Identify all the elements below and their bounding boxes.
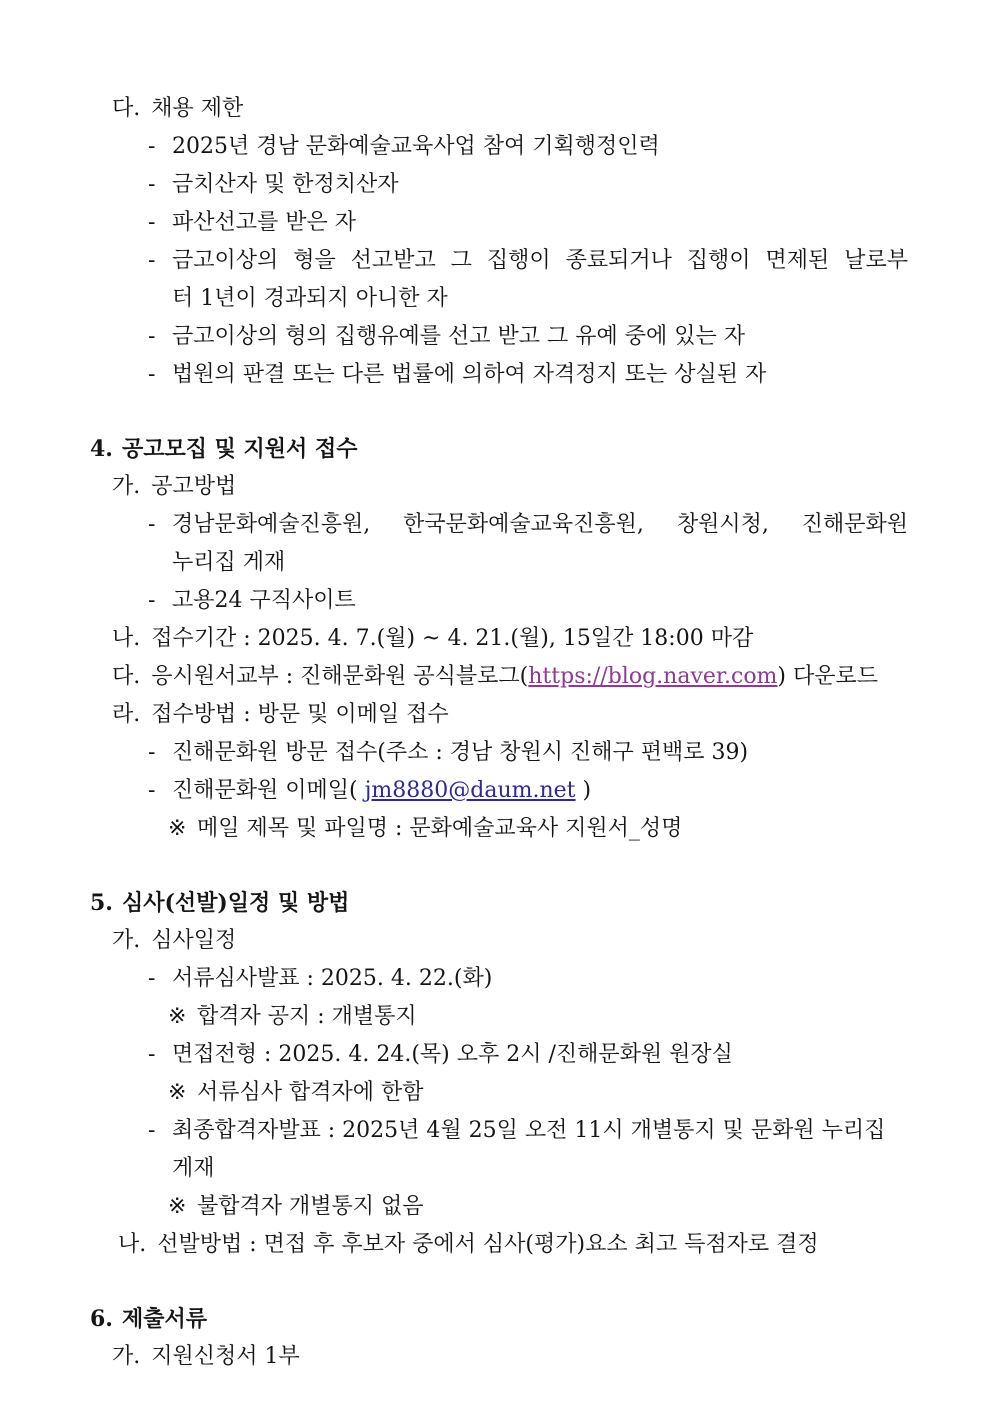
list-item [90, 128, 908, 166]
section5-heading [90, 884, 908, 922]
section5-na-line [90, 1226, 908, 1264]
list-item [90, 1112, 908, 1188]
section5-title: 심사(선발)일정 및 방법 [121, 890, 350, 916]
note-text: 불합격자 개별통지 없음 [197, 1194, 424, 1219]
list-item [90, 582, 908, 620]
dash-marker: - [148, 324, 156, 349]
section4-da-line [90, 658, 908, 696]
reference-mark: ※ [168, 1080, 187, 1105]
item-label: 나. [112, 626, 141, 651]
note-text: 합격자 공지 : 개별통지 [197, 1004, 417, 1029]
list-item-line2: 터 1년이 경과되지 아니한 자 [172, 286, 448, 311]
dash-marker: - [148, 588, 156, 613]
dash-marker: - [148, 134, 156, 159]
section6-number: 6. [90, 1306, 113, 1332]
list-item-text: 금치산자 및 한정치산자 [172, 172, 399, 197]
list-item [90, 356, 908, 394]
text-before-link: 진해문화원 이메일( [172, 778, 365, 803]
section4-ga-heading [90, 468, 908, 506]
list-item-text [172, 506, 908, 582]
item-text: 접수방법 : 방문 및 이메일 접수 [151, 702, 449, 727]
item-title: 심사일정 [151, 928, 237, 953]
text-before-link: 응시원서교부 : 진해문화원 공식블로그( [151, 664, 529, 689]
list-item [90, 1036, 908, 1074]
dash-marker: - [148, 172, 156, 197]
list-item-text: 최종합격자발표 : 2025년 4월 25일 오전 11시 개별통지 및 문화원 누리집 게재 [172, 1118, 886, 1181]
note-line [90, 810, 908, 848]
reference-mark: ※ [168, 816, 187, 841]
dash-marker: - [148, 966, 156, 991]
section4-ra-heading [90, 696, 908, 734]
dash-marker: - [148, 1042, 156, 1067]
list-item-text [172, 242, 908, 318]
item-text: 지원신청서 1부 [151, 1344, 300, 1369]
restriction-heading [90, 90, 908, 128]
item-label: 나. [118, 1232, 147, 1257]
note-text: 서류심사 합격자에 한함 [197, 1080, 424, 1105]
section4-heading [90, 430, 908, 468]
item-text: 접수기간 : 2025. 4. 7.(월) ~ 4. 21.(월), 15일간 18:00 마감 [151, 626, 754, 651]
item-text [151, 658, 878, 696]
item-label: 가. [112, 928, 141, 953]
list-item-text: 고용24 구직사이트 [172, 588, 356, 613]
list-item [90, 318, 908, 356]
reference-mark: ※ [168, 1004, 187, 1029]
section4-na-line [90, 620, 908, 658]
list-item-text: 법원의 판결 또는 다른 법률에 의하여 자격정지 또는 상실된 자 [172, 362, 767, 387]
list-item-text: 파산선고를 받은 자 [172, 210, 357, 235]
list-item-text: 진해문화원 방문 접수(주소 : 경남 창원시 진해구 편백로 39) [172, 740, 749, 765]
dash-marker: - [148, 778, 156, 803]
section4-number: 4. [90, 436, 113, 462]
list-item-line2: 누리집 게재 [172, 550, 286, 575]
email-link[interactable]: jm8880@daum.net [364, 778, 576, 803]
note-line [90, 998, 908, 1036]
list-item [90, 734, 908, 772]
item-label: 가. [112, 474, 141, 499]
list-item [90, 166, 908, 204]
list-item [90, 960, 908, 998]
item-label: 라. [112, 702, 141, 727]
list-item [90, 242, 908, 318]
section6-heading [90, 1300, 908, 1338]
dash-marker: - [148, 362, 156, 387]
list-item-line1: 금고이상의 형을 선고받고 그 집행이 종료되거나 집행이 면제된 날로부 [172, 248, 908, 273]
dash-marker: - [148, 248, 156, 273]
dash-marker: - [148, 740, 156, 765]
list-item-text: 금고이상의 형의 집행유예를 선고 받고 그 유예 중에 있는 자 [172, 324, 745, 349]
list-item-text [172, 772, 908, 810]
restriction-title: 채용 제한 [151, 96, 244, 121]
note-line [90, 1074, 908, 1112]
blog-url-link[interactable]: https://blog.naver.com [528, 664, 778, 689]
list-item-line1: 경남문화예술진흥원, 한국문화예술교육진흥원, 창원시청, 진해문화원 [172, 512, 908, 537]
dash-marker: - [148, 210, 156, 235]
item-label: 다. [112, 664, 141, 689]
reference-mark: ※ [168, 1194, 187, 1219]
text-after-link: ) 다운로드 [777, 664, 879, 689]
dash-marker: - [148, 1118, 156, 1143]
list-item [90, 204, 908, 242]
restriction-label: 다. [112, 96, 141, 121]
section5-number: 5. [90, 890, 113, 916]
list-item [90, 772, 908, 810]
list-item-text: 면접전형 : 2025. 4. 24.(목) 오후 2시 /진해문화원 원장실 [172, 1042, 733, 1067]
list-item-text: 서류심사발표 : 2025. 4. 22.(화) [172, 966, 493, 991]
section5-ga-heading [90, 922, 908, 960]
note-line [90, 1188, 908, 1226]
section6-ga-line [90, 1338, 908, 1376]
item-text: 선발방법 : 면접 후 후보자 중에서 심사(평가)요소 최고 득점자로 결정 [157, 1232, 819, 1257]
text-after-link: ) [575, 778, 592, 803]
section4-title: 공고모집 및 지원서 접수 [121, 436, 358, 462]
list-item [90, 506, 908, 582]
item-title: 공고방법 [151, 474, 237, 499]
item-label: 가. [112, 1344, 141, 1369]
section6-title: 제출서류 [121, 1306, 207, 1332]
dash-marker: - [148, 512, 156, 537]
list-item-text: 2025년 경남 문화예술교육사업 참여 기획행정인력 [172, 134, 660, 159]
note-text: 메일 제목 및 파일명 : 문화예술교육사 지원서_성명 [197, 816, 683, 841]
